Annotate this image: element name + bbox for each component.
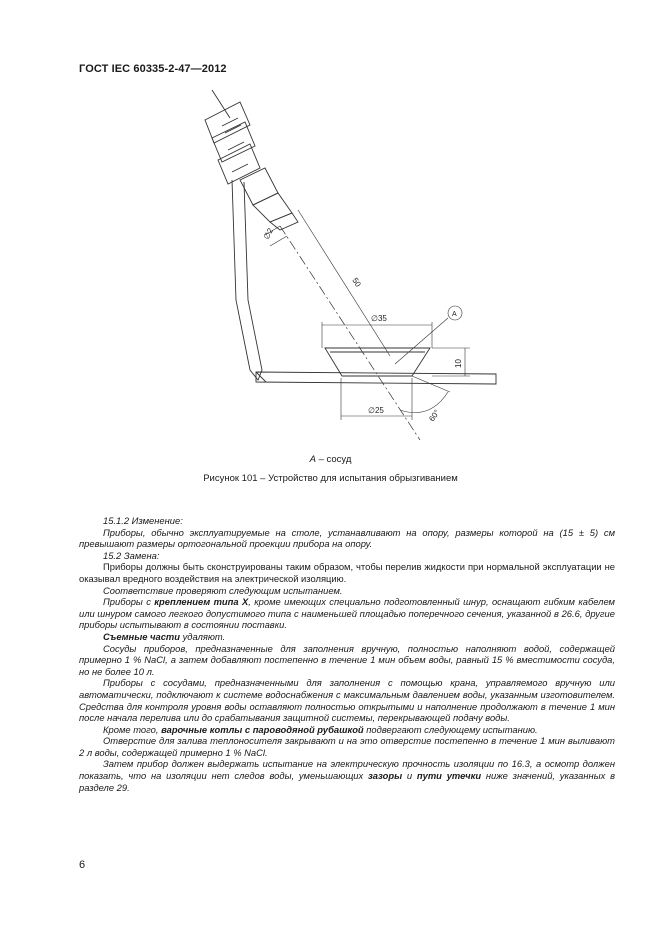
spray-axis xyxy=(280,226,420,440)
body-text xyxy=(79,515,615,793)
document-header: ГОСТ IEC 60335-2-47—2012 xyxy=(79,63,227,75)
dim-label-d25: ∅25 xyxy=(368,406,384,415)
nozzle-body xyxy=(240,168,278,205)
para-15-2: 15.2 Замена: xyxy=(103,549,160,561)
holder-clamp-middle xyxy=(212,122,255,162)
spray-test-apparatus-figure xyxy=(0,0,661,450)
dim-label-60: 60° xyxy=(427,408,442,424)
para-tap-fill: Приборы с сосудами, предназначенными для заполнения с помощью крана, управляемого вручную или автоматически, подключают к системе водоснабжения с максимальным давлением воды, указанным изготовителем. Средства для контроля уровня воды оставляют полностью открытыми и наполнение продолжают в течение 1 мин после начала перелива или до срабатывания защитной системы, перекрывающей подачу воды. xyxy=(79,677,615,724)
para-design-requirement: Приборы должны быть сконструированы таким образом, чтобы перелив жидкости при нормальной эксплуатации не оказывал вредного воздействия на электрической изоляцию. xyxy=(79,561,615,584)
dim-label-d2: ∅2 xyxy=(261,226,276,241)
para-type-x: Приборы с креплением типа X, кроме имеющих специально подготовленный шнур, оснащают гибким кабелем или шнуром самого легкого допустимого типа с наименьшей площадью поперечного сечения, указанной в 26.6, другие приборы испытывают в состоянии поставки. xyxy=(79,596,615,631)
legend-letter: A xyxy=(309,454,316,465)
para-15-1-2: 15.1.2 Изменение: xyxy=(103,515,183,526)
figure-legend xyxy=(0,454,661,465)
angle-arc-60 xyxy=(400,392,448,413)
page-number: 6 xyxy=(79,859,86,871)
callout-a-label: A xyxy=(452,311,457,318)
para-electric-strength: Затем прибор должен выдержать испытание на электрическую прочность изоляции по 16.3, а осмотр должен показать, что на изоляции нет следов воды, уменьшающих зазоры и пути утечки ниже значений, указанных в разделе 29. xyxy=(79,758,615,793)
dim-line-50 xyxy=(298,210,390,356)
dim-label-d35: ∅35 xyxy=(371,314,387,323)
para-boiling-pans: Кроме того, варочные котлы с пароводяной рубашкой подвергают следующему испытанию. xyxy=(103,723,538,735)
para-manual-fill: Сосуды приборов, предназначенные для заполнения вручную, полностью наполняют водой, содержащей примерно 1 % NaCl, а затем добавляют постепенно в течение 1 мин объем воды, равный 15 % вместимости сосуда, но не более 10 л. xyxy=(79,642,615,677)
para-tabletop: Приборы, обычно эксплуатируемые на столе, устанавливают на опору, размеры которой на (15 ± 5) см превышают размеры ортогональной проекции прибора на опору. xyxy=(79,526,615,550)
para-removable-parts: Съемные части удаляют. xyxy=(103,630,226,642)
legend-text: – сосуд xyxy=(315,454,352,465)
base-plate xyxy=(256,372,496,384)
nozzle-tip xyxy=(270,213,298,230)
holder-clamp-lower xyxy=(218,144,260,184)
dim-label-50: 50 xyxy=(350,276,363,289)
para-fluid-opening: Отверстие для залива теплоносителя закрывают и на это отверстие постепенно в течение 1 мин выливают 2 л воды, содержащей примерно 1 % NaCl. xyxy=(79,735,615,758)
holder-rod xyxy=(212,90,230,118)
dim-label-10: 10 xyxy=(454,359,463,368)
para-compliance: Соответствие проверяют следующим испытанием. xyxy=(103,584,343,596)
figure-caption: Рисунок 101 – Устройство для испытания обрызгиванием xyxy=(203,473,458,484)
